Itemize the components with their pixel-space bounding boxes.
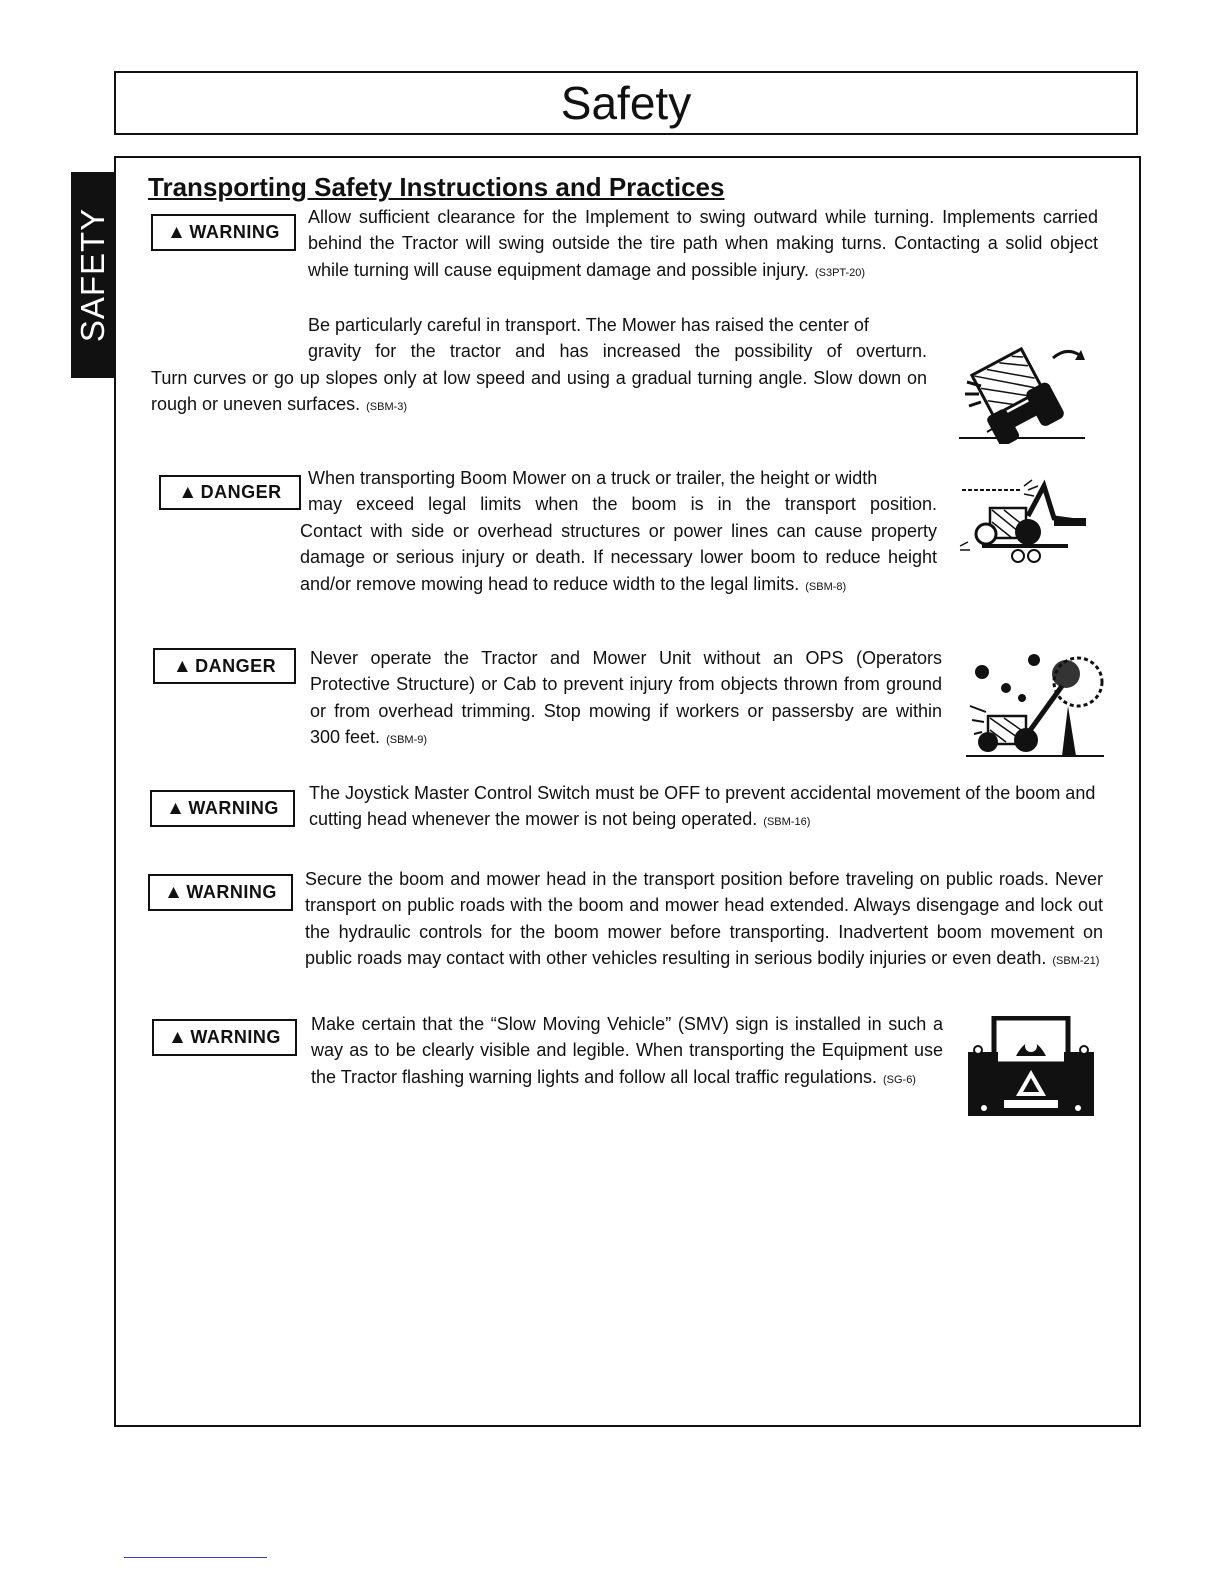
page-title: Safety [114,71,1138,135]
reference-code: (SBM-21) [1052,955,1100,968]
section-text [151,312,927,421]
text-line: gravity for the tractor and has increased the possibility of overturn. [308,341,927,362]
badge-label: WARNING [188,798,279,818]
reference-code: (S3PT-20) [814,266,866,279]
warning-triangle-icon: ▲ [164,882,184,903]
thrown-objects-icon [966,646,1104,758]
text-line: may exceed legal limits when the boom is in the transport position. [308,494,937,515]
trailer-transport-icon [958,476,1088,566]
smv-tractor-rear-icon [966,1016,1096,1120]
reference-code: (SBM-3) [366,401,408,414]
badge-label: WARNING [190,1027,281,1047]
warning-triangle-icon: ▲ [178,482,198,503]
warning-triangle-icon: ▲ [166,798,186,819]
badge-label: DANGER [200,482,282,502]
text-line: Be particularly careful in transport. The Mower has raised the center of [308,315,869,335]
tractor-overturn-icon [957,322,1087,444]
section-text [311,1011,943,1093]
text-body: Turn curves or go up slopes only at low speed and using a gradual turning angle. Slow down on rough or uneven surfaces. [151,367,927,415]
danger-badge [159,475,301,510]
section-text [305,866,1103,975]
reference-code: (SBM-16) [763,816,811,829]
text-body: Never operate the Tractor and Mower Unit without an OPS (Operators Protective Structure) or Cab to prevent injury from objects thrown from ground or from overhead trimming. Stop mowing if workers or passersby are within 300 feet. [310,648,942,748]
side-tab [71,172,115,378]
warning-triangle-icon: ▲ [172,655,193,677]
section-heading: Transporting Safety Instructions and Practices [148,172,725,202]
warning-badge [151,214,296,251]
section-text [310,645,942,754]
warning-triangle-icon: ▲ [168,1027,188,1048]
section-text [309,780,1109,836]
badge-label: WARNING [186,882,277,902]
badge-label: WARNING [189,222,280,242]
text-line: When transporting Boom Mower on a truck or trailer, the height or width [308,468,878,488]
text-body: Contact with side or overhead structures or power lines can cause property damage or serious injury or death. If necessary lower boom to reduce height and/or remove mowing head to reduce width to the legal limits. [300,520,937,594]
reference-code: (SBM-8) [805,580,847,593]
reference-code: (SBM-9) [386,734,428,747]
side-tab-label: SAFETY [74,207,112,343]
warning-badge [150,790,295,827]
warning-triangle-icon: ▲ [167,222,187,243]
reference-code: (SG-6) [882,1073,916,1086]
text-body: The Joystick Master Control Switch must be OFF to prevent accidental movement of the boom and cutting head whenever the mower is not being operated. [309,783,1096,830]
text-body: Allow sufficient clearance for the Implement to swing outward while turning. Implements carried behind the Tractor will swing outside the tire path when making turns. Contacting a solid object while turning will cause equipment damage and possible injury. [308,207,1098,280]
warning-badge [152,1019,297,1056]
footer-link-underline [124,1557,267,1558]
text-body: Secure the boom and mower head in the transport position before traveling on public roads. Never transport on public roads with the boom and mower head extended. Always disengage and lock out the hydraulic controls for the boom mower before transporting. Inadvertent boom movement on public roads may contact with other vehicles resulting in serious bodily injuries or even death. [305,869,1103,969]
warning-badge [148,874,293,911]
section-text [300,465,937,600]
badge-label: DANGER [195,655,277,676]
text-body: Make certain that the “Slow Moving Vehicle” (SMV) sign is installed in such a way as to be clearly visible and legible. When transporting the Equipment use the Tractor flashing warning lights and follow all local traffic regulations. [311,1014,943,1087]
section-text [308,204,1098,286]
danger-badge [153,648,296,684]
